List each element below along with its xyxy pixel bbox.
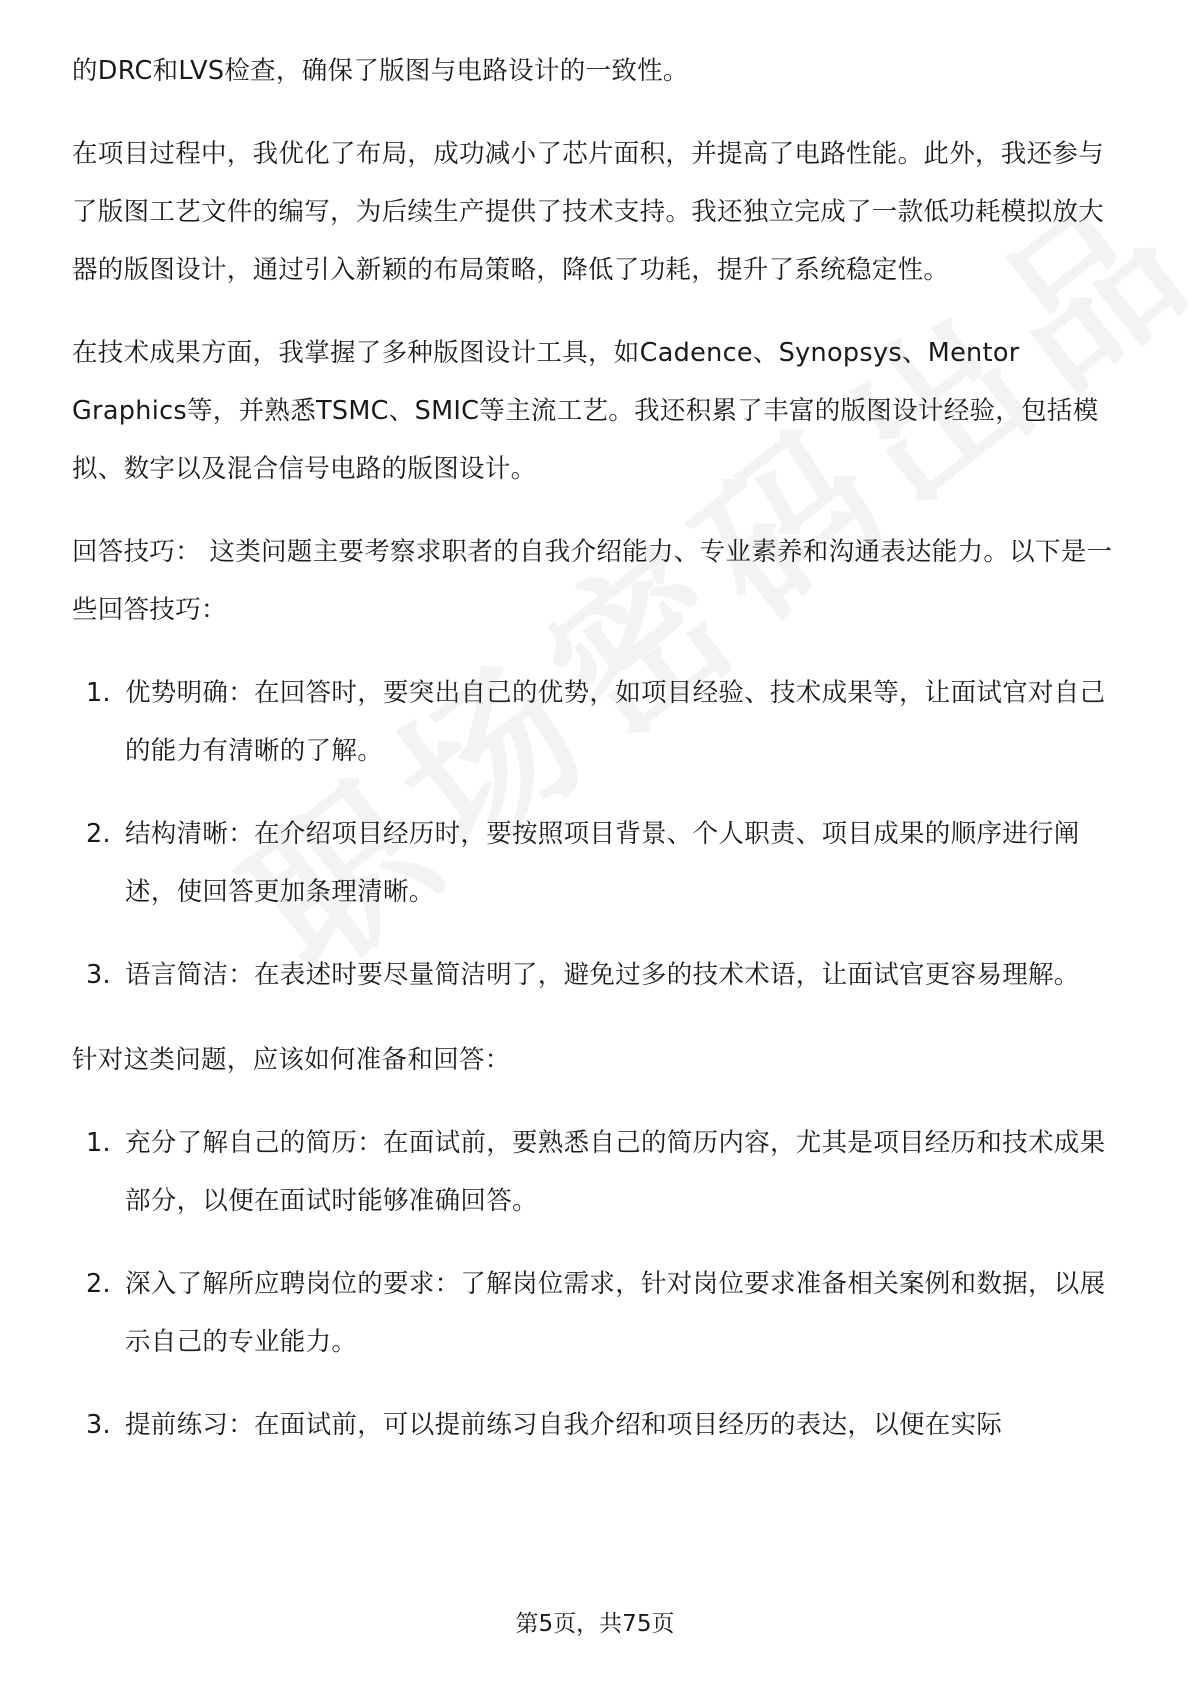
tips-list [72,664,1122,1004]
list-item [72,1114,1122,1230]
list-text: 语言简洁：在表述时要尽量简洁明了，避免过多的技术术语，让面试官更容易理解。 [125,960,1080,990]
list-number: 1. [86,678,111,708]
list-number: 2. [86,1269,111,1299]
list-number: 3. [86,960,111,990]
list-text: 优势明确：在回答时，要突出自己的优势，如项目经验、技术成果等，让面试官对自己的能力有清晰的了解。 [125,678,1106,766]
list-number: 1. [86,1128,111,1158]
list-item [72,946,1122,1004]
list-number: 2. [86,819,111,849]
paragraph: 在技术成果方面，我掌握了多种版图设计工具，如Cadence、Synopsys、Mentor Graphics等，并熟悉TSMC、SMIC等主流工艺。我还积累了丰富的版图设计经验，包括模拟、数字以及混合信号电路的版图设计。 [72,338,1099,484]
list-text: 结构清晰：在介绍项目经历时，要按照项目背景、个人职责、项目成果的顺序进行阐述，使回答更加条理清晰。 [125,819,1080,907]
list-text: 深入了解所应聘岗位的要求：了解岗位需求，针对岗位要求准备相关案例和数据，以展示自己的专业能力。 [125,1269,1106,1357]
list-item [72,805,1122,921]
list-text: 提前练习：在面试前，可以提前练习自我介绍和项目经历的表达，以便在实际 [125,1410,1003,1440]
prep-intro: 针对这类问题，应该如何准备和回答： [72,1045,511,1075]
list-item [72,1255,1122,1371]
list-text: 充分了解自己的简历：在面试前，要熟悉自己的简历内容，尤其是项目经历和技术成果部分，以便在面试时能够准确回答。 [125,1128,1106,1216]
list-item [72,664,1122,780]
page-footer: 第5页，共75页 [515,1611,675,1637]
paragraph: 在项目过程中，我优化了布局，成功减小了芯片面积，并提高了电路性能。此外，我还参与了版图工艺文件的编写，为后续生产提供了技术支持。我还独立完成了一款低功耗模拟放大器的版图设计，通过引入新颖的布局策略，降低了功耗，提升了系统稳定性。 [72,139,1105,285]
list-item [72,1396,1122,1454]
page-content [72,42,1122,1481]
prep-list [72,1114,1122,1454]
paragraph: 的DRC和LVS检查，确保了版图与电路设计的一致性。 [72,56,689,86]
list-number: 3. [86,1410,111,1440]
answer-tips-intro: 回答技巧： 这类问题主要考察求职者的自我介绍能力、专业素养和沟通表达能力。以下是一些回答技巧： [72,537,1113,625]
